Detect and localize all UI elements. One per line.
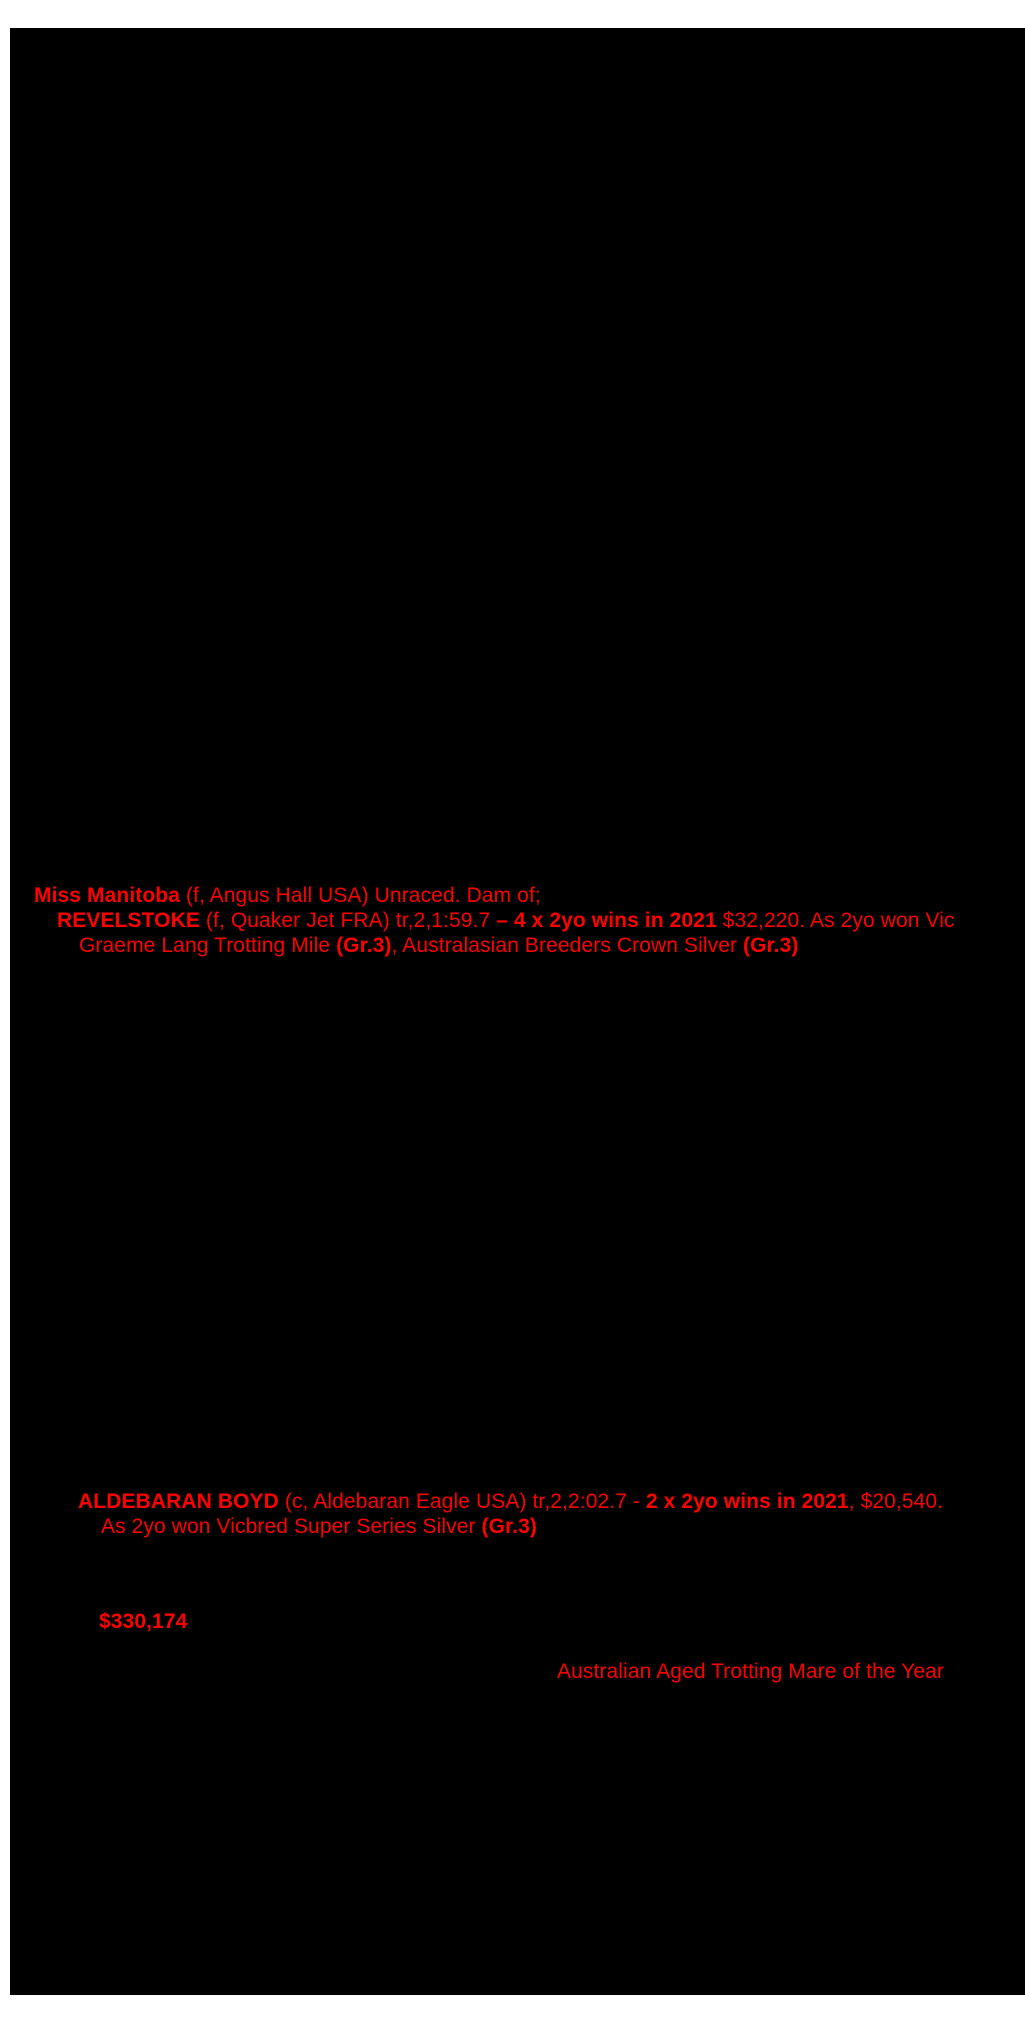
- stakes-races-line: [79, 935, 798, 956]
- race-name-2: , Australasian Breeders Crown Silver: [391, 934, 744, 957]
- horse-details: (f, Quaker Jet FRA) tr,2,1:59.7: [199, 909, 497, 932]
- dam-details: (f, Angus Hall USA) Unraced. Dam of;: [179, 884, 541, 907]
- dam-produce-line: [34, 885, 541, 906]
- colt-name: ALDEBARAN BOYD: [78, 1490, 279, 1513]
- award-title: Australian Aged Trotting Mare of the Year: [557, 1660, 945, 1683]
- colt-wins-highlight: 2 x 2yo wins in 2021: [645, 1490, 849, 1513]
- stakes-winner-line: [57, 910, 955, 931]
- horse-name: REVELSTOKE: [57, 909, 200, 932]
- colt-record-line: [78, 1491, 943, 1512]
- dam-name: Miss Manitoba: [34, 884, 180, 907]
- colt-earnings: , $20,540.: [848, 1490, 944, 1513]
- colt-race-name: As 2yo won Vicbred Super Series Silver: [101, 1515, 482, 1538]
- catalogue-page-sheet: [10, 28, 1025, 1995]
- colt-group-grade: (Gr.3): [481, 1515, 537, 1538]
- earnings-details: $32,220. As 2yo won Vic: [716, 909, 955, 932]
- colt-races-line: [101, 1516, 537, 1537]
- colt-details: (c, Aldebaran Eagle USA) tr,2,2:02.7 -: [278, 1490, 646, 1513]
- wins-highlight: – 4 x 2yo wins in 2021: [496, 909, 717, 932]
- race-name: Graeme Lang Trotting Mile: [79, 934, 337, 957]
- group-grade-2: (Gr.3): [743, 934, 799, 957]
- group-grade: (Gr.3): [336, 934, 392, 957]
- total-earnings: $330,174: [99, 1610, 188, 1633]
